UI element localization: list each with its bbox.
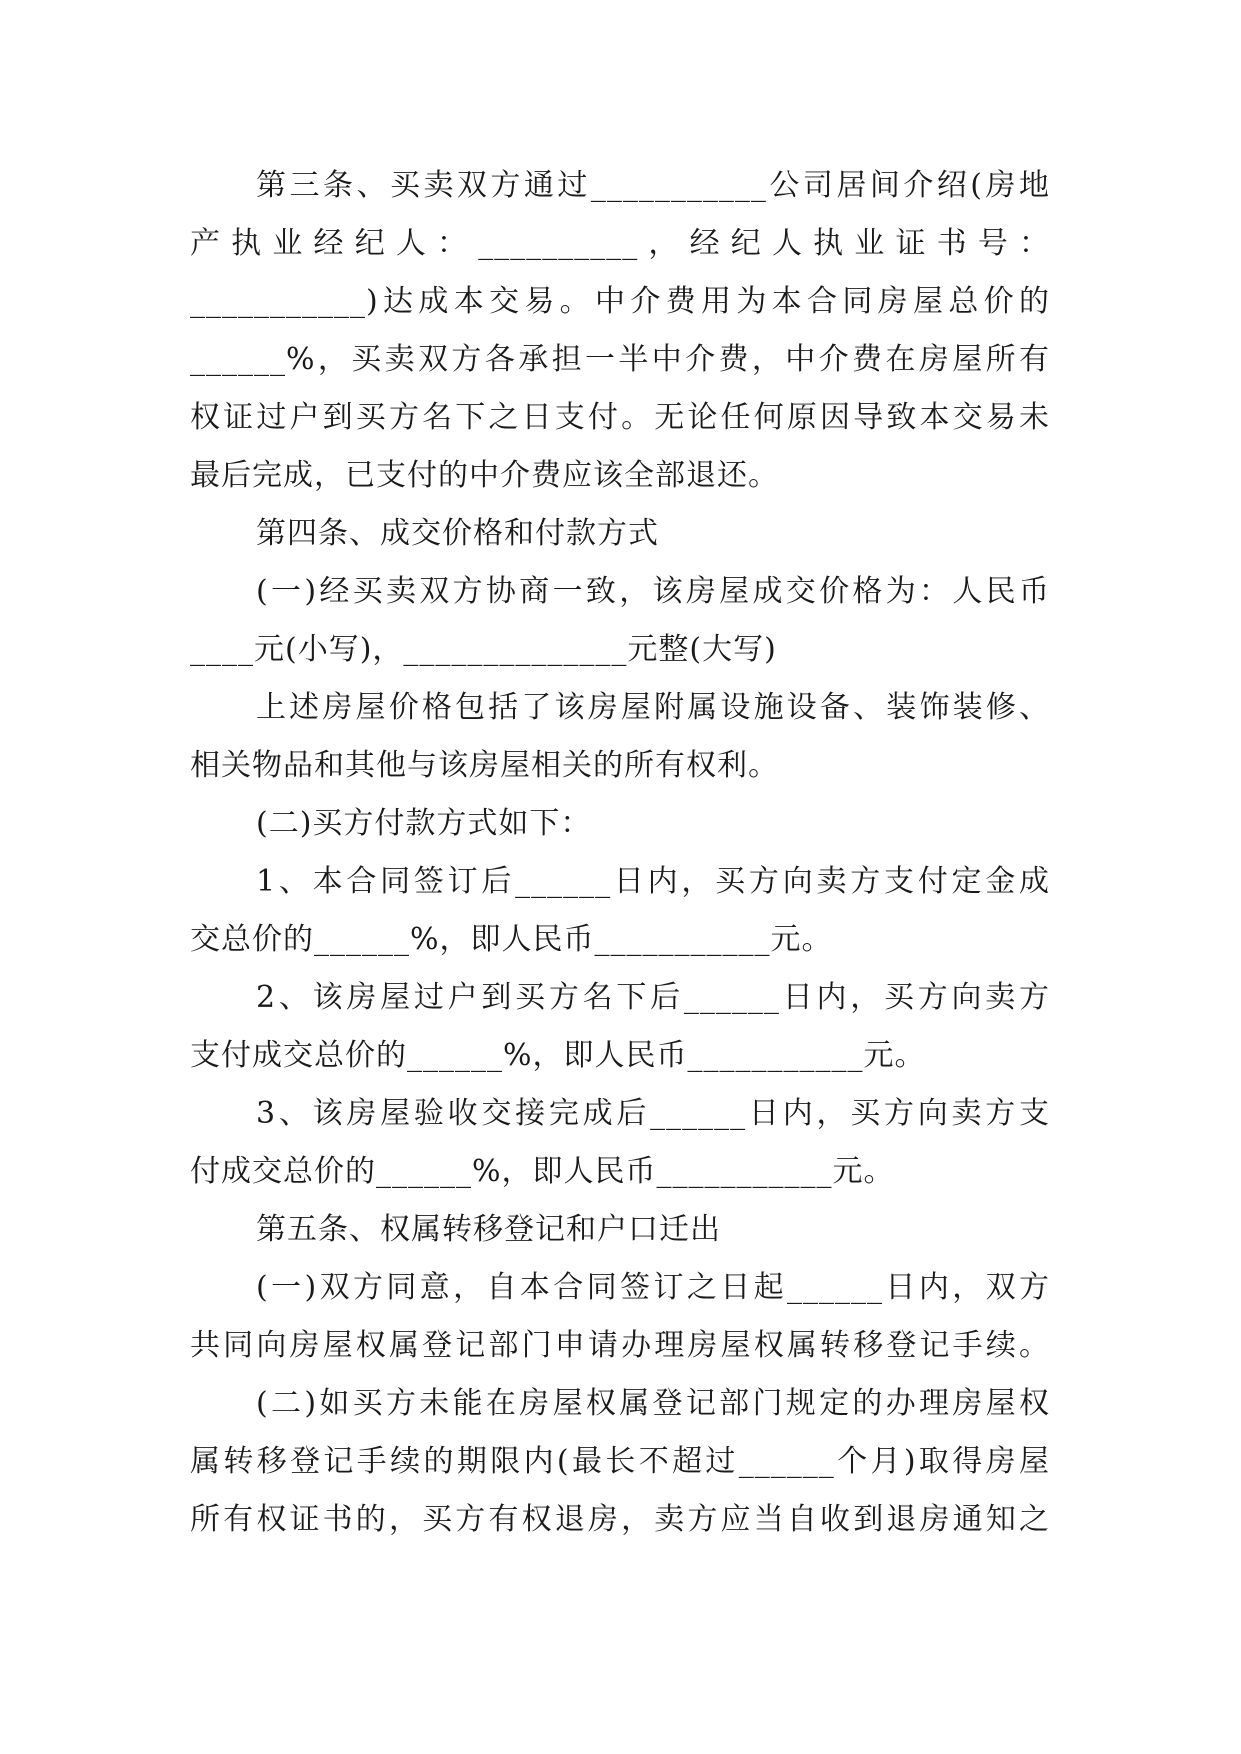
text-line: 上述房屋价格包括了该房屋附属设施设备、装饰装修、 [256, 690, 1050, 725]
text-line: 交总价的______%，即人民币___________元。 [190, 922, 833, 957]
text-line: (一)双方同意，自本合同签订之日起______日内，双方 [256, 1270, 1050, 1305]
section-heading: 第五条、权属转移登记和户口迁出 [256, 1212, 721, 1247]
text-line: 2、该房屋过户到买方名下后______日内，买方向卖方 [256, 980, 1050, 1015]
text-line: ____元(小写)，______________元整(大写) [190, 632, 777, 667]
text-line: 共同向房屋权属登记部门申请办理房屋权属转移登记手续。 [190, 1328, 1050, 1363]
text-line: (二)如买方未能在房屋权属登记部门规定的办理房屋权 [256, 1386, 1050, 1421]
text-line: 3、该房屋验收交接完成后______日内，买方向卖方支 [256, 1096, 1050, 1131]
text-line: 支付成交总价的______%，即人民币___________元。 [190, 1038, 926, 1073]
text-line: (一)经买卖双方协商一致，该房屋成交价格为：人民币 [256, 574, 1050, 609]
text-line: ______%，买卖双方各承担一半中介费，中介费在房屋所有 [190, 342, 1050, 377]
section-heading: 第四条、成交价格和付款方式 [256, 516, 659, 551]
text-line: (二)买方付款方式如下： [256, 806, 592, 841]
text-line: 相关物品和其他与该房屋相关的所有权利。 [190, 748, 779, 783]
contract-text [190, 157, 1050, 1549]
text-line: 最后完成，已支付的中介费应该全部退还。 [190, 458, 779, 493]
text-line: ___________)达成本交易。中介费用为本合同房屋总价的 [190, 284, 1050, 319]
text-line: 属转移登记手续的期限内(最长不超过______个月)取得房屋 [190, 1444, 1050, 1479]
text-line: 第三条、买卖双方通过___________公司居间介绍(房地 [256, 168, 1050, 203]
text-line: 产执业经纪人：__________，经纪人执业证书号： [190, 226, 1050, 261]
text-line: 权证过户到买方名下之日支付。无论任何原因导致本交易未 [190, 400, 1050, 435]
text-line: 所有权证书的，买方有权退房，卖方应当自收到退房通知之 [190, 1502, 1050, 1537]
text-line: 付成交总价的______%，即人民币___________元。 [190, 1154, 895, 1189]
text-line: 1、本合同签订后______日内，买方向卖方支付定金成 [256, 864, 1050, 899]
